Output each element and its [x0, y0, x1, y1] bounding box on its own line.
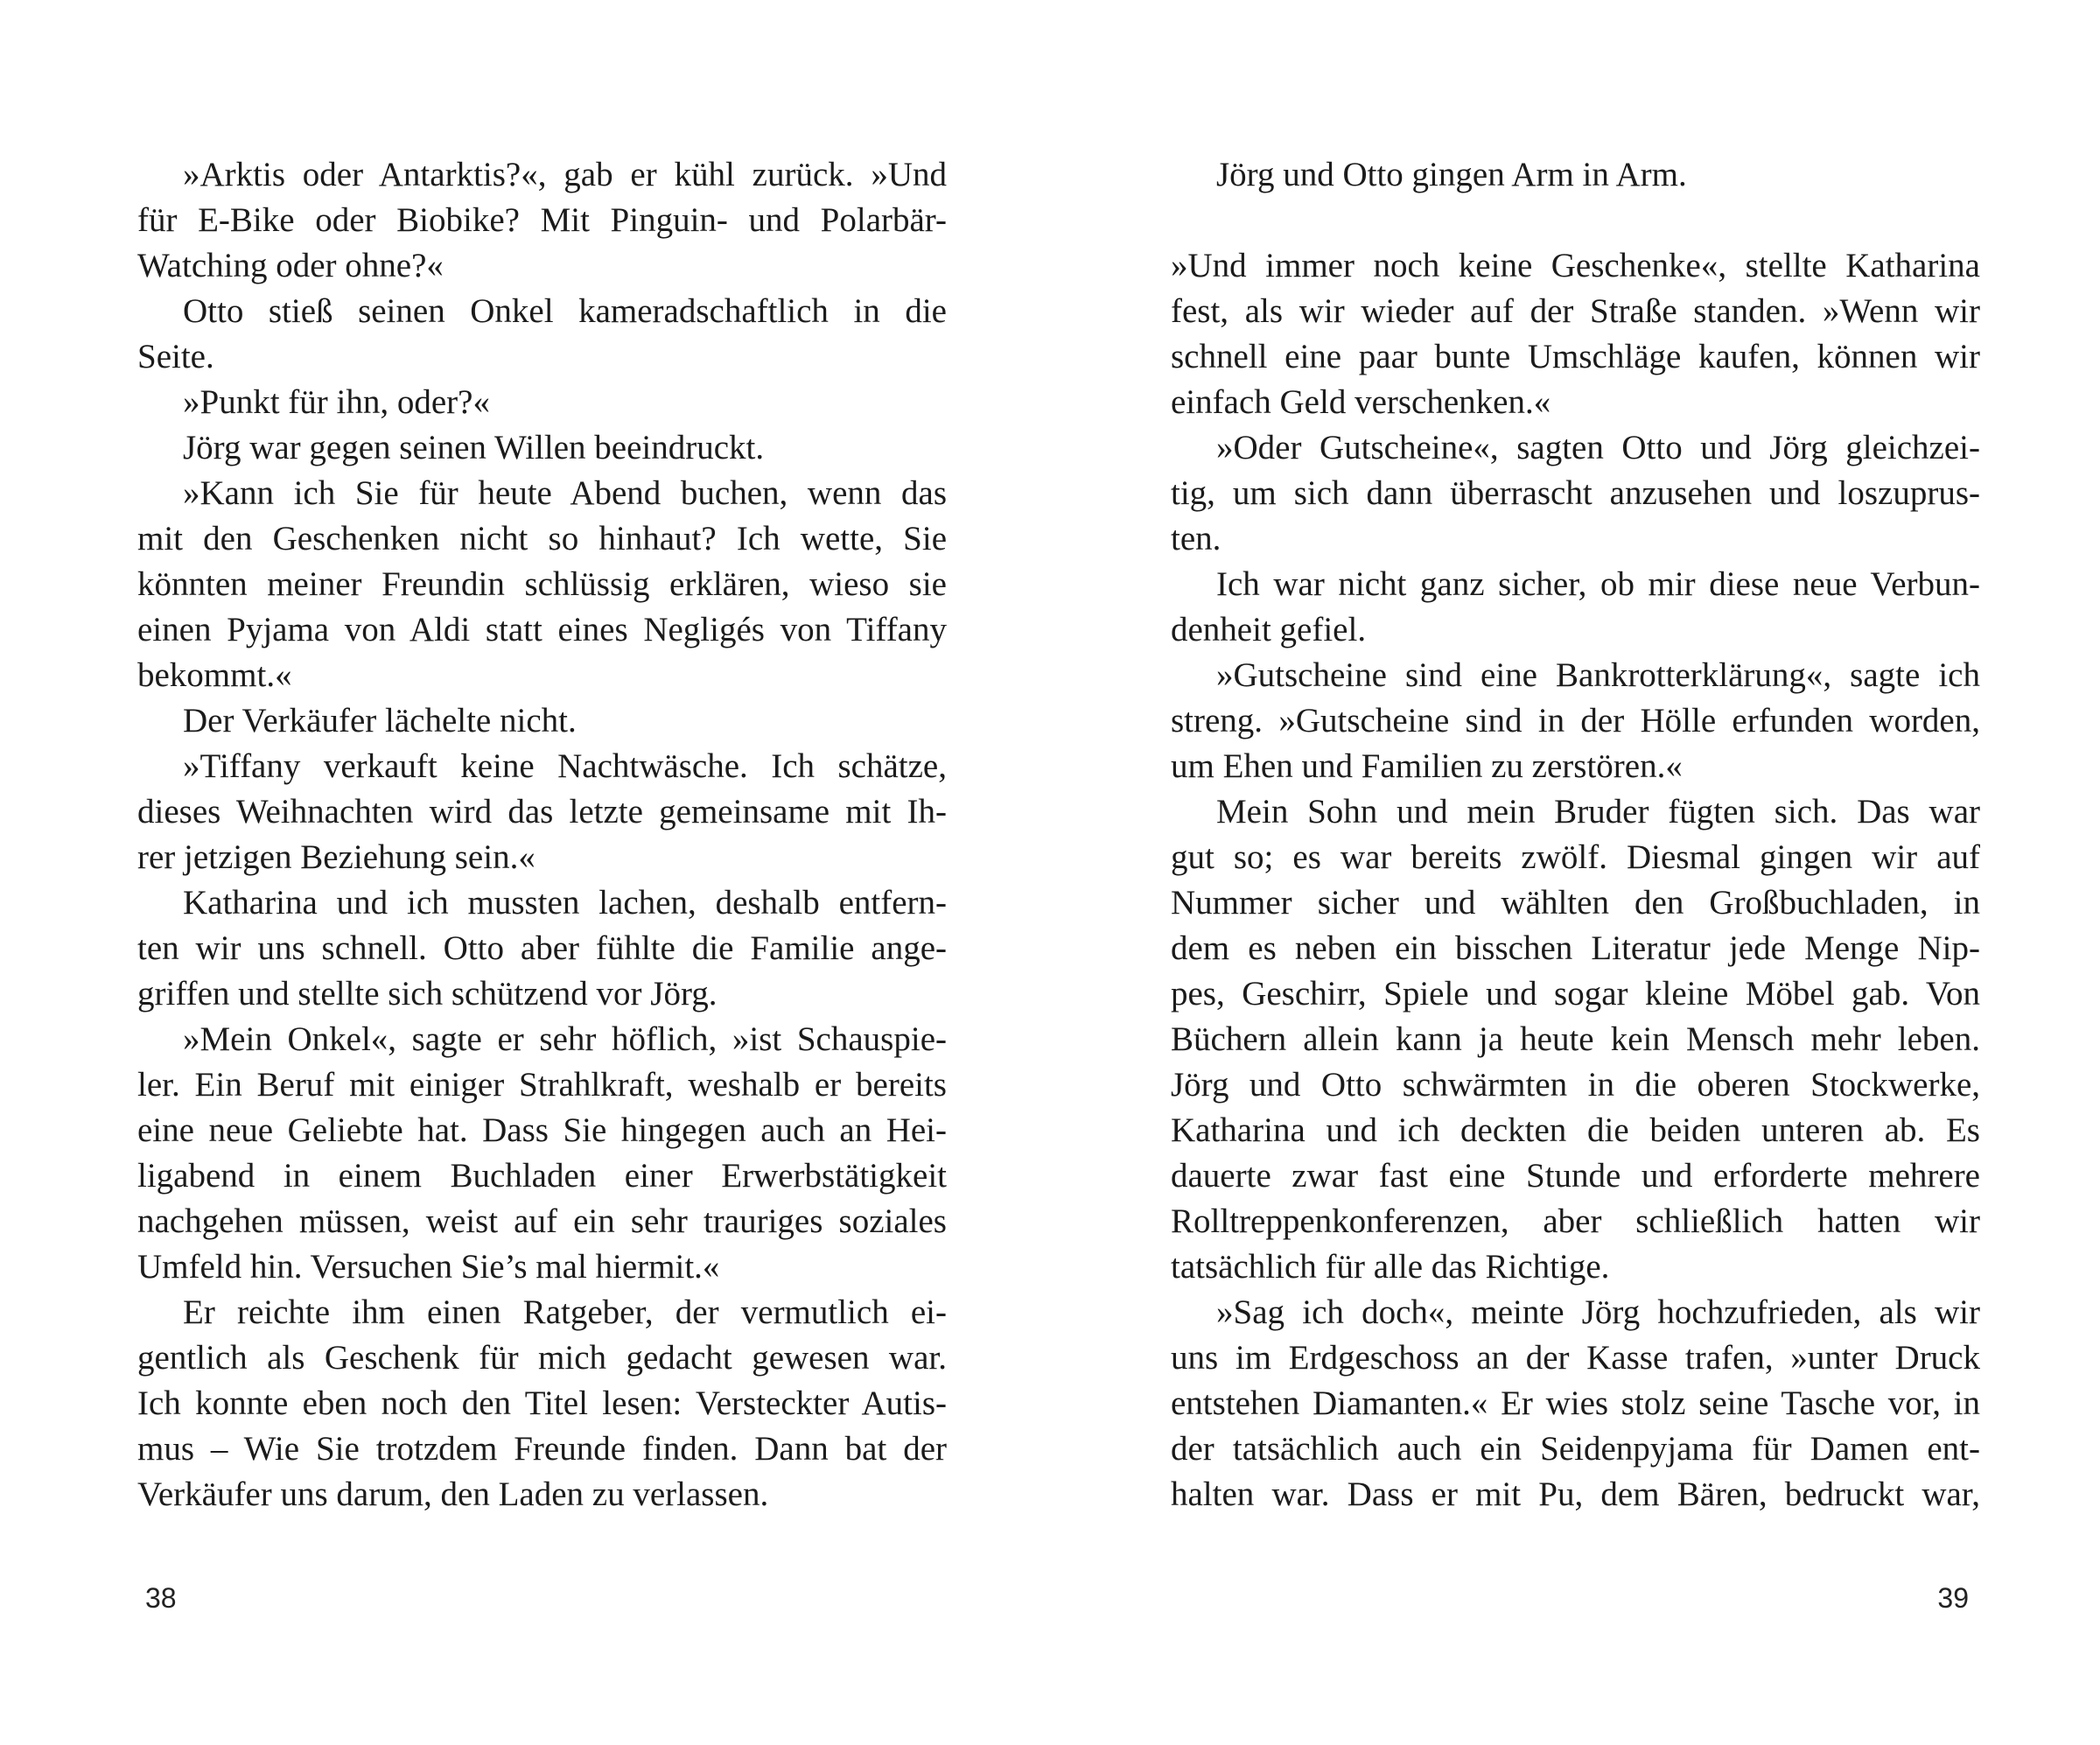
text-line: »Sag ich doch«, meinte Jörg hochzufrieden, als wir [1216, 1293, 1980, 1331]
text-line: für E-Bike oder Biobike? Mit Pinguin- und Polarbär- [137, 201, 947, 239]
text-line: Seite. [137, 338, 214, 375]
text-line: Jörg und Otto gingen Arm in Arm. [1216, 156, 1687, 193]
text-line: Umfeld hin. Versuchen Sie’s mal hiermit.« [137, 1248, 720, 1286]
text-line: nachgehen müssen, weist auf ein sehr trauriges soziales [137, 1202, 947, 1240]
text-line: Jörg war gegen seinen Willen beeindruckt. [183, 429, 765, 466]
text-line: gut so; es war bereits zwölf. Diesmal gingen wir auf [1171, 838, 1980, 876]
text-line: Er reichte ihm einen Ratgeber, der vermutlich ei- [183, 1293, 947, 1331]
text-line: entstehen Diamanten.« Er wies stolz seine Tasche vor, in [1171, 1384, 1980, 1422]
text-line: dieses Weihnachten wird das letzte gemeinsame mit Ih- [137, 793, 947, 830]
text-line: »Punkt für ihn, oder?« [183, 383, 490, 421]
text-line: »Oder Gutscheine«, sagten Otto und Jörg gleichzei- [1216, 429, 1980, 466]
right-page-text [1171, 152, 1980, 1517]
left-page-text [137, 152, 947, 1517]
text-line: Verkäufer uns darum, den Laden zu verlassen. [137, 1475, 769, 1513]
text-line: Watching oder ohne?« [137, 247, 444, 284]
text-line: »Gutscheine sind eine Bankrotterklärung«, sagte ich [1216, 656, 1980, 694]
text-line: Otto stieß seinen Onkel kameradschaftlich in die [183, 292, 947, 330]
text-line: Mein Sohn und mein Bruder fügten sich. Das war [1216, 793, 1980, 830]
text-line: gentlich als Geschenk für mich gedacht gewesen war. [137, 1339, 947, 1377]
text-line: ligabend in einem Buchladen einer Erwerbstätigkeit [137, 1157, 947, 1195]
text-line: um Ehen und Familien zu zerstören.« [1171, 747, 1683, 785]
text-line: Der Verkäufer lächelte nicht. [183, 702, 577, 739]
text-line: griffen und stellte sich schützend vor Jörg. [137, 975, 718, 1013]
text-line: »Und immer noch keine Geschenke«, stellte Katharina [1171, 247, 1980, 284]
text-line: einfach Geld verschenken.« [1171, 383, 1551, 421]
text-line: schnell eine paar bunte Umschläge kaufen, können wir [1171, 338, 1980, 375]
text-line: Nummer sicher und wählten den Großbuchladen, in [1171, 884, 1980, 922]
text-line: der tatsächlich auch ein Seidenpyjama für Damen ent- [1171, 1430, 1980, 1468]
text-line: eine neue Geliebte hat. Dass Sie hingegen auch an Hei- [137, 1111, 947, 1149]
right-page [1050, 0, 2100, 1745]
text-line: dem es neben ein bisschen Literatur jede Menge Nip- [1171, 929, 1980, 967]
text-line: rer jetzigen Beziehung sein.« [137, 838, 536, 876]
text-line: streng. »Gutscheine sind in der Hölle erfunden worden, [1171, 702, 1980, 739]
text-line: »Arktis oder Antarktis?«, gab er kühl zurück. »Und [183, 156, 947, 193]
text-line: mit den Geschenken nicht so hinhaut? Ich wette, Sie [137, 520, 947, 557]
text-line: könnten meiner Freundin schlüssig erklären, wieso sie [137, 565, 947, 603]
text-line: uns im Erdgeschoss an der Kasse trafen, »unter Druck [1171, 1339, 1980, 1377]
text-line: dauerte zwar fast eine Stunde und erforderte mehrere [1171, 1157, 1980, 1195]
text-line: Ich konnte eben noch den Titel lesen: Versteckter Autis- [137, 1384, 947, 1422]
text-line: ler. Ein Beruf mit einiger Strahlkraft, weshalb er bereits [137, 1066, 947, 1104]
text-line: »Tiffany verkauft keine Nachtwäsche. Ich schätze, [183, 747, 947, 785]
text-line: Ich war nicht ganz sicher, ob mir diese neue Verbun- [1216, 565, 1980, 603]
text-line: pes, Geschirr, Spiele und sogar kleine Möbel gab. Von [1171, 975, 1980, 1013]
left-page-number: 38 [145, 1582, 177, 1614]
text-line: Katharina und ich deckten die beiden unteren ab. Es [1171, 1111, 1980, 1149]
text-line: einen Pyjama von Aldi statt eines Negligés von Tiffany [137, 611, 947, 648]
right-page-number: 39 [1937, 1582, 1969, 1614]
text-line: halten war. Dass er mit Pu, dem Bären, bedruckt war, [1171, 1475, 1980, 1513]
text-line: »Kann ich Sie für heute Abend buchen, wenn das [183, 474, 947, 512]
text-line: fest, als wir wieder auf der Straße standen. »Wenn wir [1171, 292, 1980, 330]
text-line: Jörg und Otto schwärmten in die oberen Stockwerke, [1171, 1066, 1980, 1104]
text-line: ten. [1171, 520, 1222, 557]
text-line: Büchern allein kann ja heute kein Mensch mehr leben. [1171, 1020, 1980, 1058]
text-line: tig, um sich dann überrascht anzusehen und loszuprus- [1171, 474, 1980, 512]
text-line: »Mein Onkel«, sagte er sehr höflich, »ist Schauspie- [183, 1020, 947, 1058]
text-line: denheit gefiel. [1171, 611, 1367, 648]
text-line: bekommt.« [137, 656, 292, 694]
text-line: Rolltreppenkonferenzen, aber schließlich hatten wir [1171, 1202, 1980, 1240]
text-line: tatsächlich für alle das Richtige. [1171, 1248, 1610, 1286]
text-line: mus – Wie Sie trotzdem Freunde finden. Dann bat der [137, 1430, 947, 1468]
text-line: Katharina und ich mussten lachen, deshalb entfern- [183, 884, 947, 922]
text-line: ten wir uns schnell. Otto aber fühlte die Familie ange- [137, 929, 947, 967]
